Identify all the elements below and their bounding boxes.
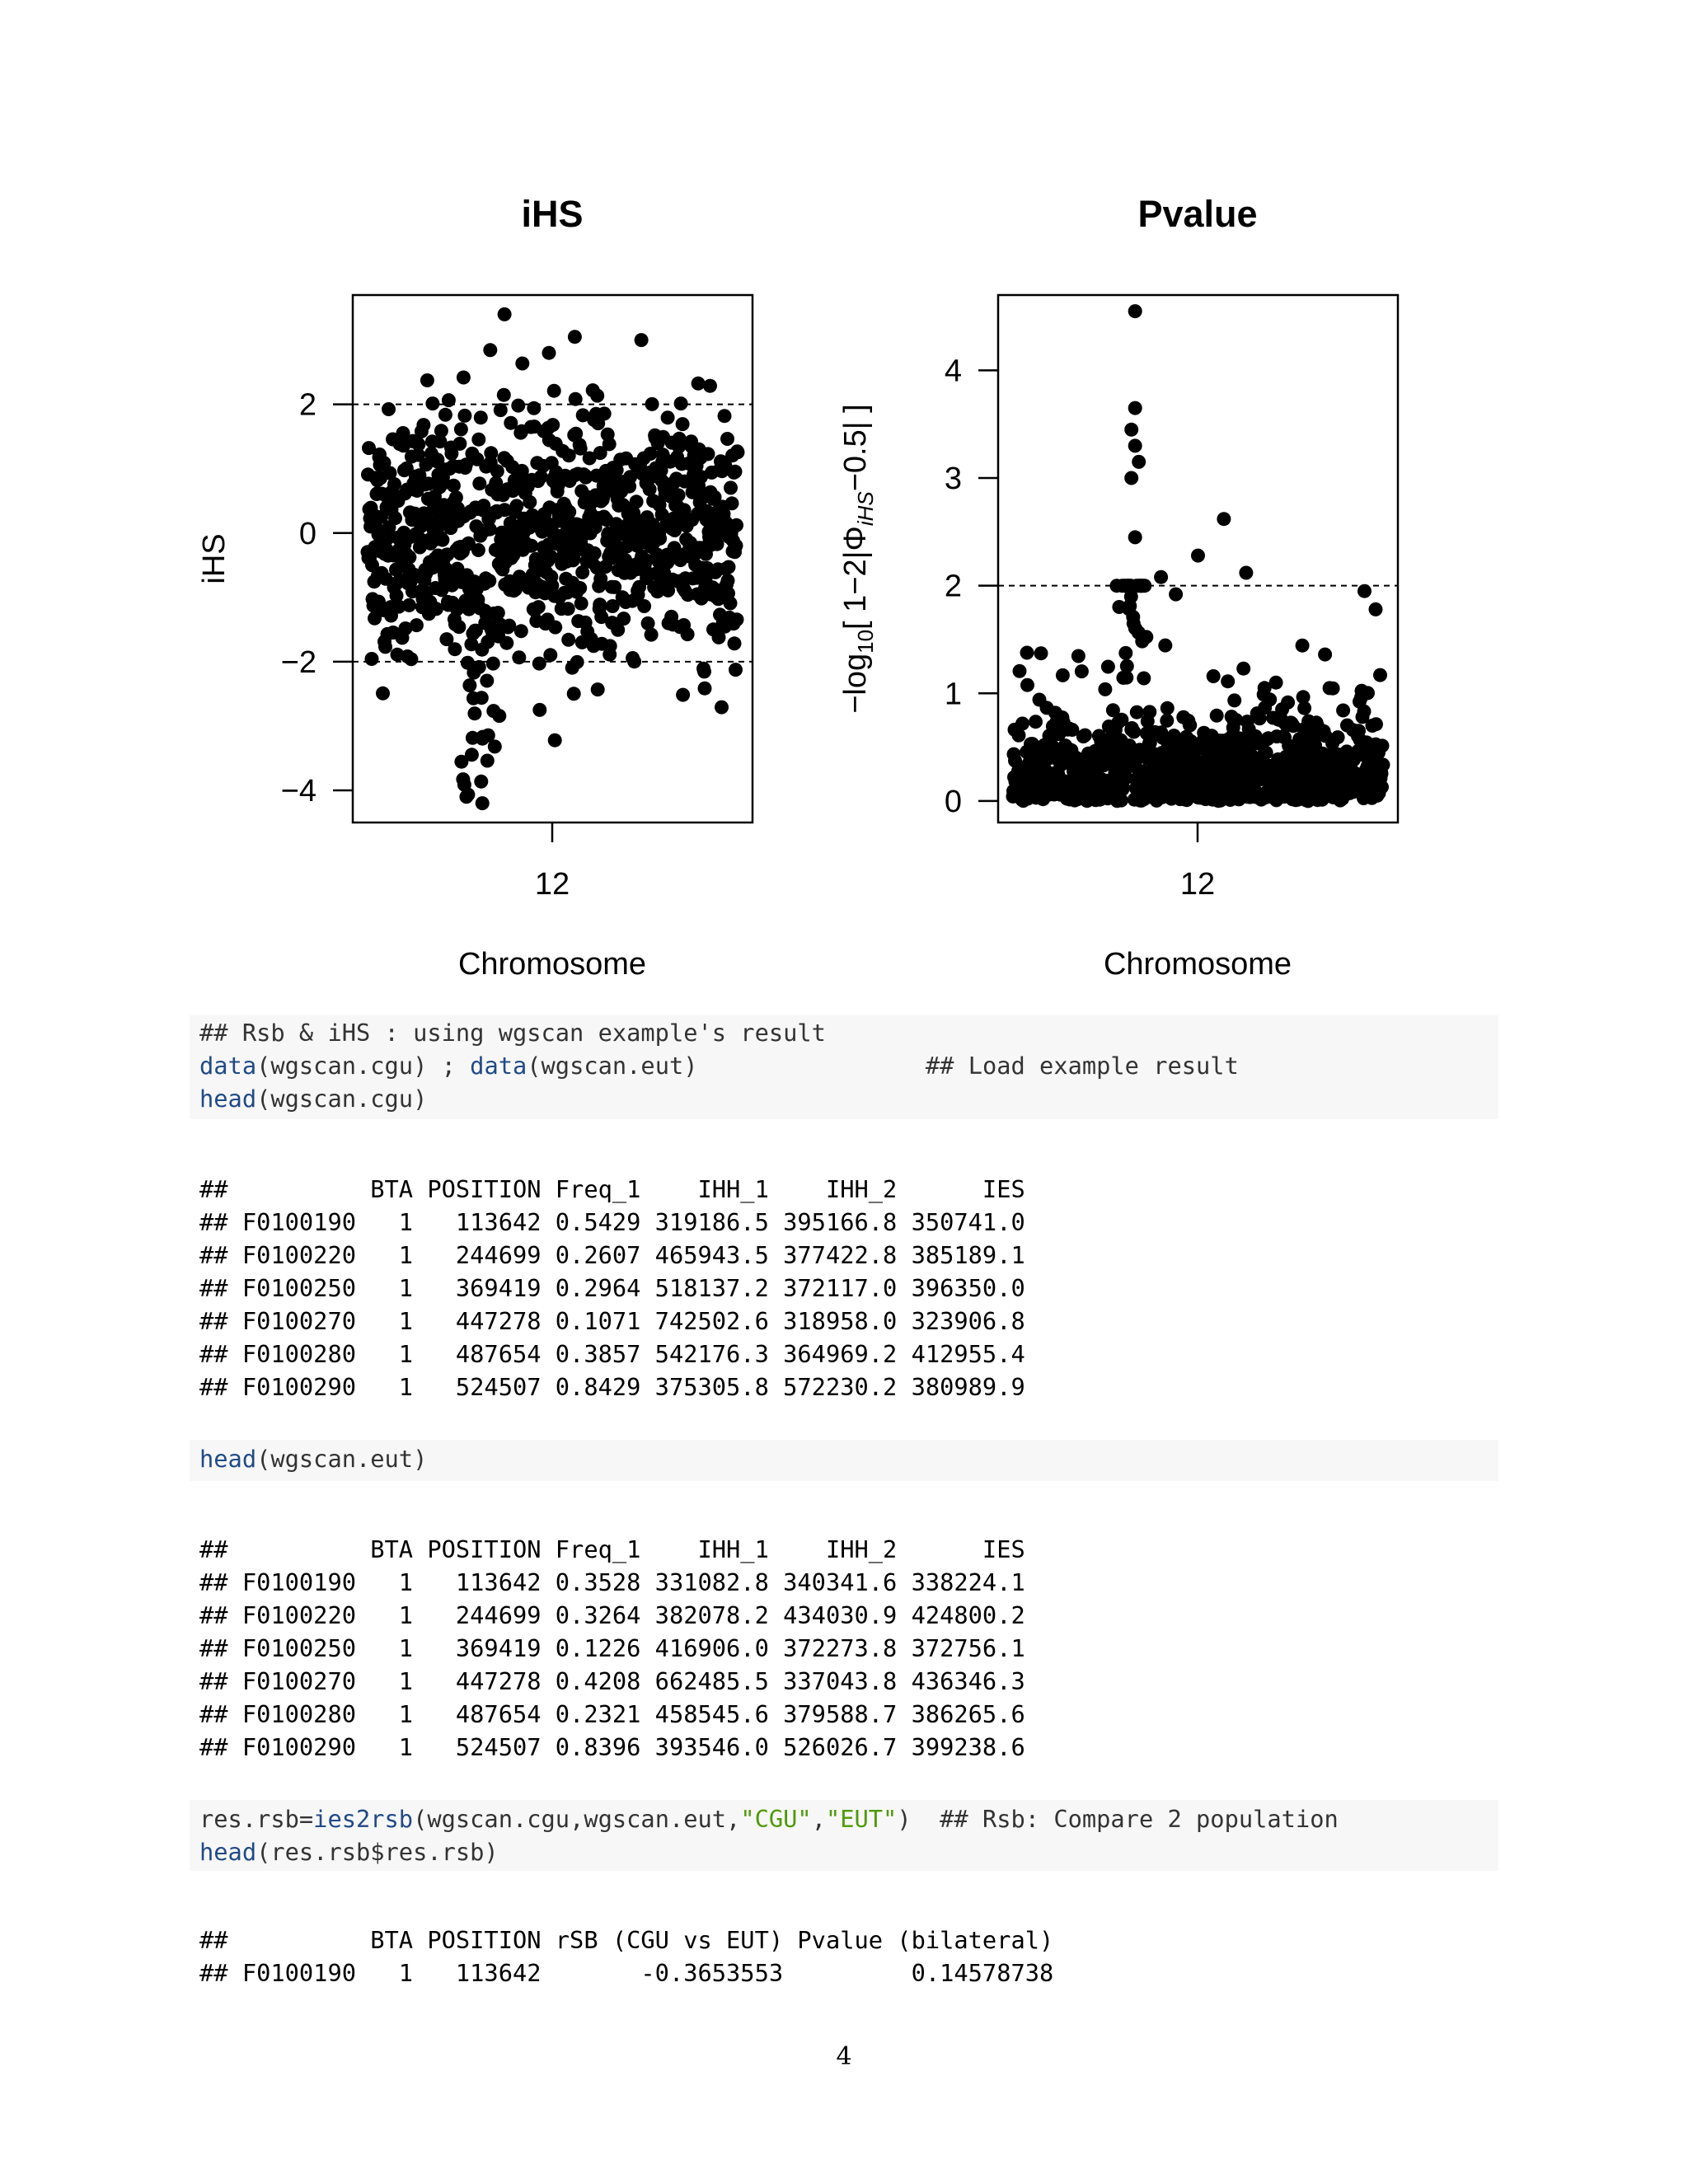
output-chunk-1 [199,1173,1025,1404]
ihs-point [515,357,529,371]
code-comment: ## Rsb & iHS : using wgscan example's result [199,1019,826,1047]
pvalue-point [1326,682,1340,696]
ihs-x-axis-title: Chromosome [457,947,647,982]
output-line: ## F0100220 1 244699 0.2607 465943.5 377422.8 385189.1 [199,1241,1025,1269]
pvalue-point [1259,746,1273,760]
ihs-point [730,612,744,626]
pvalue-point [1376,738,1390,752]
pvalue-point [1078,729,1092,743]
ihs-point [481,754,495,768]
pvalue-point [1373,668,1387,682]
ihs-y-tick-label: −2 [280,644,316,680]
output-chunk-3 [199,1924,1053,1990]
ihs-point [661,410,675,424]
code-text: , [811,1805,826,1833]
code-text: (res.rsb$res.rsb) [256,1838,499,1866]
ihs-point [388,511,402,525]
pvalue-point [1210,709,1224,723]
page-number: 4 [836,2042,852,2071]
ihs-point [376,687,390,701]
ihs-point [532,600,546,614]
pvalue-plot-title: Pvalue [1137,193,1258,235]
ihs-point [447,479,461,493]
code-chunk-2-text [199,1442,427,1475]
pvalue-point [1331,730,1345,744]
ihs-point [569,392,583,406]
ihs-point [630,494,644,509]
ihs-point [494,403,508,417]
ihs-point [471,543,485,557]
pvalue-point [1020,646,1034,660]
pvalue-point [1124,423,1138,437]
pvalue-point [1191,549,1205,563]
pvalue-point [1239,566,1253,580]
ihs-point [653,532,667,546]
pvalue-x-tick-label: 12 [1179,867,1216,902]
pvalue-point [1369,602,1383,616]
ihs-point [715,701,729,715]
ihs-x-tick-label: 12 [534,867,570,902]
ihs-point [567,687,581,701]
pvalue-point [1160,714,1174,728]
ihs-point [365,652,379,666]
ihs-point [674,396,688,410]
ihs-point [548,733,562,748]
output-chunk-2 [199,1533,1025,1764]
ihs-point [490,464,504,478]
pvalue-point [1128,438,1142,452]
output-line: ## F0100290 1 524507 0.8429 375305.8 572230.2 380989.9 [199,1373,1025,1401]
ihs-point [454,422,468,436]
pvalue-point [1118,646,1132,660]
code-text [912,1805,940,1833]
ihs-point [480,674,494,688]
ihs-point [499,636,513,650]
ihs-y-axis [281,388,353,808]
ihs-point [378,640,392,654]
pvalue-point [1015,717,1029,731]
ihs-point [724,480,738,494]
code-function: ies2rsb [313,1805,414,1833]
pvalue-point [1169,588,1183,602]
pvalue-point [1128,401,1142,415]
ihs-point [573,581,587,595]
pvalue-x-axis-title: Chromosome [1103,947,1292,982]
ihs-point [588,546,602,560]
ihs-point [457,371,471,385]
ihs-plot-title: iHS [521,193,584,235]
pvalue-y-tick-label: 1 [944,677,962,712]
ihs-point [404,652,418,666]
output-line: ## F0100220 1 244699 0.3264 382078.2 434030.9 424800.2 [199,1601,1025,1629]
code-text: (wgscan.eut) [256,1445,428,1473]
pvalue-point [1336,704,1350,718]
ihs-point [452,620,466,634]
ihs-point [502,619,516,633]
ihs-point [448,642,462,656]
code-text [698,1052,926,1080]
ihs-point [548,621,562,635]
ihs-point [524,539,538,553]
ihs-point [561,633,575,647]
ihs-point [593,572,607,586]
code-function: head [199,1838,257,1866]
ihs-point [402,551,416,565]
ihs-point [546,418,560,432]
ihs-point [692,377,706,391]
ihs-point [676,688,690,702]
pvalue-point [1357,705,1372,719]
pvalue-point [1029,715,1043,729]
pvalue-point [1013,664,1027,678]
ihs-point [590,389,604,403]
code-text: (wgscan.cgu) ; [256,1052,471,1080]
pvalue-point [1132,455,1146,469]
ihs-point [509,499,523,513]
ihs-point [467,706,481,720]
ihs-point [402,598,416,612]
ihs-points [361,307,745,810]
output-line: ## F0100270 1 447278 0.4208 662485.5 337043.8 436346.3 [199,1667,1025,1695]
ihs-x-axis [535,823,570,902]
ihs-point [672,488,686,502]
ihs-point [722,560,736,574]
code-text: (wgscan.cgu) [256,1085,428,1113]
ihs-point [729,518,743,532]
pvalue-y-axis [945,354,998,818]
ihs-point [721,574,735,588]
ihs-point [676,417,690,431]
pvalue-point [1221,674,1235,688]
ihs-point [523,495,537,509]
pvalue-y-tick-label: 3 [944,462,962,497]
code-chunk-1-text [199,1016,1239,1115]
output-line: ## F0100250 1 369419 0.1226 416906.0 372273.8 372756.1 [199,1634,1025,1662]
ihs-point [434,424,448,438]
ihs-point [457,409,471,423]
pvalue-point [1137,672,1151,686]
pvalue-x-axis [1180,823,1215,902]
ihs-point [438,408,452,422]
pvalue-point [1361,686,1375,700]
pvalue-point [1120,659,1134,673]
ihs-point [435,533,449,547]
pvalue-point [1183,719,1197,733]
ihs-plot [197,193,753,982]
pvalue-point [1071,649,1085,663]
ihs-point [697,664,711,678]
ihs-point [645,628,659,642]
ihs-point [681,627,695,641]
ihs-point [729,539,743,553]
pvalue-point [1269,676,1283,690]
pvalue-point [1124,471,1138,485]
ihs-point [720,432,734,446]
output-line: ## BTA POSITION rSB (CGU vs EUT) Pvalue (bilateral) [199,1926,1054,1954]
ihs-point [561,602,575,616]
ihs-y-tick-label: −4 [280,773,316,808]
pvalue-point [1130,705,1144,719]
ihs-point [617,612,631,626]
ihs-point [542,346,556,360]
ihs-point [411,438,425,452]
ihs-point [420,373,434,387]
ihs-point [482,574,496,588]
pvalue-plot [838,193,1398,982]
ihs-point [471,433,485,447]
ihs-point [724,597,738,611]
ihs-point [442,393,456,407]
pvalue-point [1357,584,1372,598]
figure-panel [0,0,1688,997]
pvalue-y-tick-label: 4 [944,354,962,389]
ihs-point [514,624,528,638]
ihs-point [570,655,584,669]
pvalue-y-tick-label: 0 [944,784,962,819]
output-line: ## BTA POSITION Freq_1 IHH_1 IHH_2 IES [199,1535,1025,1563]
ihs-point [593,598,607,612]
ihs-point [547,384,561,398]
ihs-point [603,437,617,451]
ihs-point [497,388,511,402]
ihs-point [387,477,401,491]
pvalue-point [1127,725,1141,739]
code-function: data [470,1052,528,1080]
pvalue-point [1142,705,1156,719]
ihs-point [729,663,743,677]
code-comment: ## Rsb: Compare 2 population [940,1805,1339,1833]
ihs-point [645,397,659,411]
code-text: (wgscan.eut) [527,1052,698,1080]
ihs-point [486,657,500,671]
ihs-point [474,775,488,789]
pvalue-point [1318,648,1332,662]
ihs-point [483,343,497,357]
ihs-point [701,447,715,461]
output-line: ## F0100280 1 487654 0.2321 458545.6 379588.7 386265.6 [199,1700,1025,1728]
output-line: ## F0100190 1 113642 0.5429 319186.5 395166.8 350741.0 [199,1208,1025,1236]
pvalue-y-axis-title: $-\log_{10}$[ $1-2|\Phi_{iHS}-0.5|$ ] [838,404,878,714]
ihs-point [472,476,486,490]
pvalue-point [1020,678,1034,692]
pvalue-point [1297,701,1311,715]
pvalue-point [1137,579,1151,593]
output-line: ## F0100290 1 524507 0.8396 393546.0 526026.7 399238.6 [199,1733,1025,1761]
ihs-point [703,379,717,393]
pvalue-point [1128,530,1142,544]
ihs-point [461,788,475,802]
ihs-point [462,678,476,692]
output-line: ## F0100280 1 487654 0.3857 542176.3 364969.2 412955.4 [199,1340,1025,1368]
ihs-y-tick-label: 0 [298,516,316,551]
pvalue-point [1158,639,1172,653]
pvalue-point [1375,780,1389,794]
ihs-point [725,496,739,510]
ihs-point [718,409,732,423]
code-string: "CGU" [740,1805,812,1833]
output-line: ## BTA POSITION Freq_1 IHH_1 IHH_2 IES [199,1175,1025,1203]
ihs-point [382,402,396,416]
ihs-point [472,660,486,674]
ihs-point [627,654,641,668]
ihs-point [635,333,649,347]
ihs-point [483,523,497,537]
pvalue-point [1154,570,1168,584]
output-line: ## F0100190 1 113642 -0.3653553 0.14578738 [199,1959,1054,1987]
ihs-y-tick-label: 2 [298,387,316,423]
code-function: data [199,1052,257,1080]
pvalue-point [1296,639,1310,653]
ihs-point [492,709,506,723]
ihs-point [591,682,605,696]
ihs-point [452,437,467,451]
pvalue-point [1376,758,1390,772]
ihs-point [474,410,488,424]
code-text: ) [897,1805,912,1833]
code-function: head [199,1445,257,1473]
ihs-point [511,399,525,413]
pvalue-point [1034,646,1048,660]
pvalue-point [1098,682,1112,696]
ihs-point [410,618,424,632]
ihs-point [543,648,557,662]
output-line: ## F0100250 1 369419 0.2964 518137.2 372117.0 396350.0 [199,1274,1025,1302]
ihs-point [498,307,512,321]
ihs-point [568,330,582,344]
ihs-point [731,445,745,459]
ihs-point [475,691,489,705]
ihs-point [532,703,546,717]
code-text: (wgscan.cgu,wgscan.eut, [413,1805,741,1833]
pvalue-point [1101,660,1115,674]
pvalue-point [1207,669,1221,683]
ihs-point [425,396,439,410]
ihs-point [698,682,712,696]
ihs-point [465,748,479,762]
pvalue-point [1217,512,1231,526]
ihs-point [416,418,430,432]
pvalue-point [1128,304,1142,318]
pvalue-points [1006,304,1390,808]
pvalue-y-tick-label: 2 [944,569,962,604]
pvalue-point [1227,693,1241,707]
code-string: "EUT" [825,1805,898,1833]
ihs-point [729,465,743,479]
ihs-point [532,657,546,671]
pvalue-point [1369,717,1383,731]
code-function: head [199,1085,257,1113]
ihs-point [476,796,490,810]
code-text: res.rsb= [199,1805,314,1833]
output-line: ## F0100270 1 447278 0.1071 742502.6 318958.0 323906.8 [199,1307,1025,1335]
code-chunk-3-text [199,1802,1339,1868]
pvalue-point [1160,701,1175,715]
ihs-y-axis-title: iHS [197,533,232,584]
ihs-point [488,739,502,753]
ihs-point [598,406,612,420]
ihs-point [637,599,651,613]
pvalue-point [1139,630,1153,644]
pvalue-point [1263,692,1277,706]
output-line: ## F0100190 1 113642 0.3528 331082.8 340341.6 338224.1 [199,1568,1025,1596]
pvalue-point [1236,662,1250,676]
pvalue-point [1056,668,1070,682]
pvalue-point [1075,664,1089,678]
ihs-point [491,606,505,620]
code-comment: ## Load example result [925,1052,1239,1080]
ihs-point [484,446,498,460]
ihs-point [603,639,617,653]
ihs-point [574,597,588,611]
ihs-point [527,401,541,415]
ihs-point [728,636,742,650]
pvalue-point [1281,696,1295,710]
ihs-point [512,650,526,664]
